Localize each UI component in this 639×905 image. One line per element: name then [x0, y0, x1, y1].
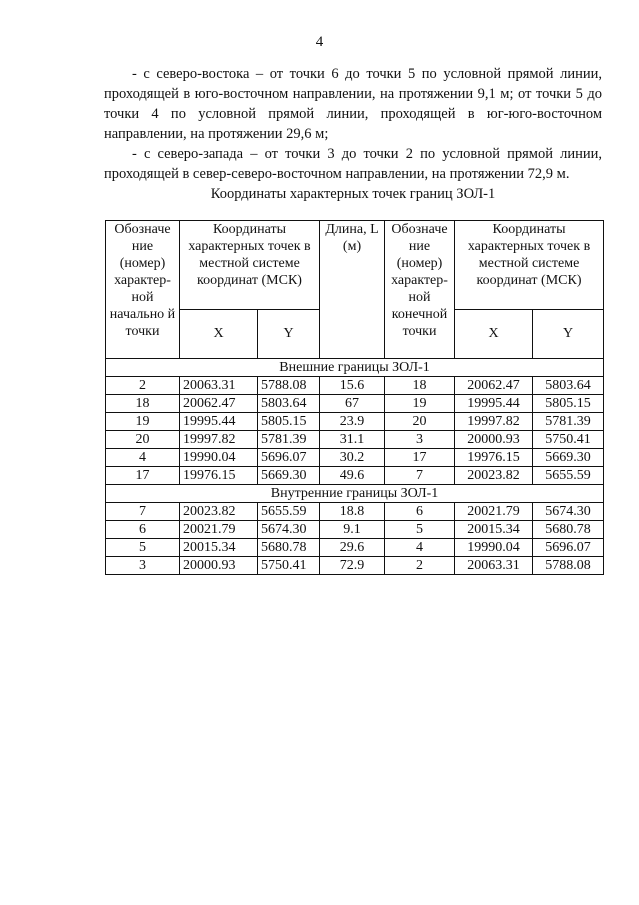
cell-y-start: 5680.78 [258, 539, 320, 557]
cell-start-point: 7 [106, 503, 180, 521]
header-coords-start: Координаты характерных точек в местной системе координат (МСК) [180, 221, 320, 310]
cell-x-end: 19976.15 [455, 449, 533, 467]
cell-y-start: 5655.59 [258, 503, 320, 521]
cell-y-end: 5696.07 [533, 539, 604, 557]
table-row [106, 431, 604, 449]
cell-x-start: 20000.93 [180, 557, 258, 575]
table-title: Координаты характерных точек границ ЗОЛ-1 [210, 186, 496, 202]
header-end-point: Обозначе ние (номер) характер- ной конечной точки [385, 221, 455, 359]
cell-length: 18.8 [320, 503, 385, 521]
cell-end-point: 19 [385, 395, 455, 413]
coordinates-table [105, 220, 604, 575]
cell-length: 30.2 [320, 449, 385, 467]
table-row [106, 503, 604, 521]
cell-start-point: 2 [106, 377, 180, 395]
cell-length: 29.6 [320, 539, 385, 557]
cell-start-point: 3 [106, 557, 180, 575]
cell-x-end: 20015.34 [455, 521, 533, 539]
header-coords-end: Координаты характерных точек в местной системе координат (МСК) [455, 221, 604, 310]
cell-x-end: 19997.82 [455, 413, 533, 431]
cell-y-start: 5788.08 [258, 377, 320, 395]
cell-x-end: 20023.82 [455, 467, 533, 485]
cell-y-end: 5803.64 [533, 377, 604, 395]
table-row [106, 395, 604, 413]
cell-y-end: 5750.41 [533, 431, 604, 449]
cell-end-point: 6 [385, 503, 455, 521]
cell-x-start: 19990.04 [180, 449, 258, 467]
cell-length: 31.1 [320, 431, 385, 449]
cell-end-point: 7 [385, 467, 455, 485]
group-title-inner: Внутренние границы ЗОЛ-1 [106, 485, 604, 503]
cell-y-end: 5805.15 [533, 395, 604, 413]
cell-length: 67 [320, 395, 385, 413]
cell-y-end: 5674.30 [533, 503, 604, 521]
cell-end-point: 2 [385, 557, 455, 575]
header-y-end: Y [533, 310, 604, 359]
cell-end-point: 18 [385, 377, 455, 395]
cell-y-start: 5674.30 [258, 521, 320, 539]
table-row [106, 377, 604, 395]
header-x-end: X [455, 310, 533, 359]
table-row [106, 557, 604, 575]
group-title-outer: Внешние границы ЗОЛ-1 [106, 359, 604, 377]
cell-x-start: 20062.47 [180, 395, 258, 413]
cell-x-start: 19997.82 [180, 431, 258, 449]
cell-y-start: 5805.15 [258, 413, 320, 431]
paragraph-northeast: - с северо-востока – от точки 6 до точки 5 по условной прямой линии, проходящей в юго-восточном направлении, на протяжении 9,1 м; от точки 5 до точки 4 по условной прямой линии, проходящей в юг-юго-восточном направлении, на протяжении 29,6 м; [104, 66, 602, 142]
table-row [106, 539, 604, 557]
cell-y-end: 5669.30 [533, 449, 604, 467]
cell-start-point: 4 [106, 449, 180, 467]
paragraph-northwest: - с северо-запада – от точки 3 до точки 2 по условной прямой линии, проходящей в север-северо-восточном направлении, на протяжении 72,9 м. [104, 146, 602, 182]
cell-length: 72.9 [320, 557, 385, 575]
cell-start-point: 6 [106, 521, 180, 539]
cell-x-end: 20000.93 [455, 431, 533, 449]
cell-length: 15.6 [320, 377, 385, 395]
cell-y-end: 5655.59 [533, 467, 604, 485]
cell-x-start: 20063.31 [180, 377, 258, 395]
header-y-start: Y [258, 310, 320, 359]
cell-y-start: 5750.41 [258, 557, 320, 575]
cell-y-end: 5781.39 [533, 413, 604, 431]
cell-x-start: 20023.82 [180, 503, 258, 521]
header-length: Длина, L (м) [320, 221, 385, 359]
table-row [106, 449, 604, 467]
cell-y-end: 5788.08 [533, 557, 604, 575]
header-x-start: X [180, 310, 258, 359]
cell-x-end: 20063.31 [455, 557, 533, 575]
cell-start-point: 20 [106, 431, 180, 449]
cell-x-end: 20021.79 [455, 503, 533, 521]
cell-end-point: 3 [385, 431, 455, 449]
table-row [106, 413, 604, 431]
cell-end-point: 17 [385, 449, 455, 467]
cell-y-start: 5696.07 [258, 449, 320, 467]
cell-y-start: 5669.30 [258, 467, 320, 485]
cell-end-point: 4 [385, 539, 455, 557]
cell-y-start: 5781.39 [258, 431, 320, 449]
cell-x-end: 19990.04 [455, 539, 533, 557]
cell-length: 9.1 [320, 521, 385, 539]
cell-x-end: 19995.44 [455, 395, 533, 413]
body-text [104, 64, 602, 184]
cell-start-point: 18 [106, 395, 180, 413]
cell-start-point: 17 [106, 467, 180, 485]
cell-x-start: 19995.44 [180, 413, 258, 431]
cell-x-end: 20062.47 [455, 377, 533, 395]
cell-length: 23.9 [320, 413, 385, 431]
cell-y-end: 5680.78 [533, 521, 604, 539]
cell-end-point: 5 [385, 521, 455, 539]
cell-end-point: 20 [385, 413, 455, 431]
cell-y-start: 5803.64 [258, 395, 320, 413]
cell-start-point: 19 [106, 413, 180, 431]
table-row [106, 467, 604, 485]
header-start-point: Обозначе ние (номер) характер- ной начально й точки [106, 221, 180, 359]
cell-start-point: 5 [106, 539, 180, 557]
cell-x-start: 20015.34 [180, 539, 258, 557]
cell-x-start: 19976.15 [180, 467, 258, 485]
page-number: 4 [315, 34, 324, 50]
cell-x-start: 20021.79 [180, 521, 258, 539]
cell-length: 49.6 [320, 467, 385, 485]
table-row [106, 521, 604, 539]
